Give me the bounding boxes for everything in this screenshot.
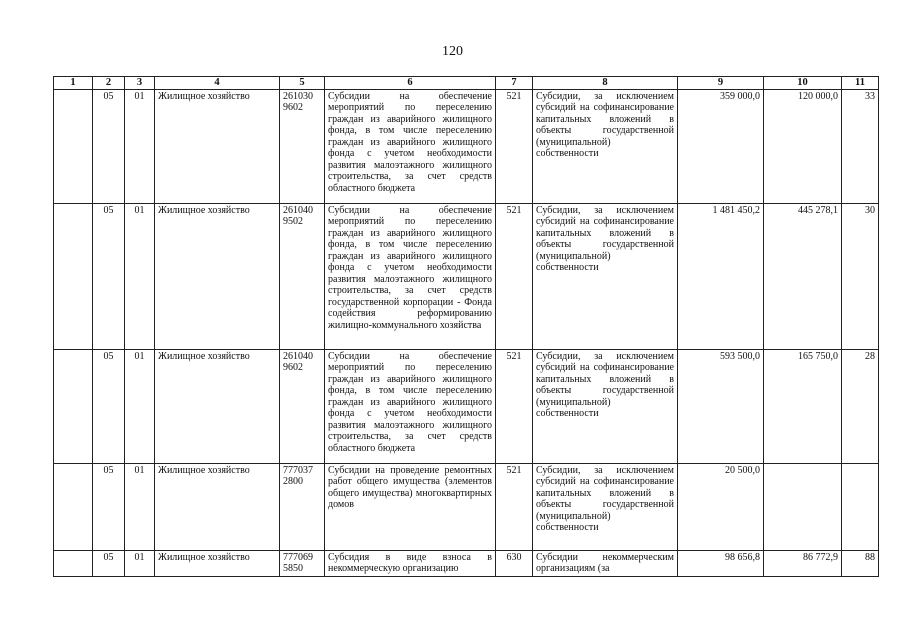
section-code: 05 xyxy=(93,203,125,349)
page-number: 120 xyxy=(442,44,463,59)
subsection-code: 01 xyxy=(125,550,155,576)
table-row xyxy=(54,349,879,463)
target-code-part-2: 9502 xyxy=(283,216,303,227)
amount-col-9: 20 500,0 xyxy=(678,463,764,550)
header-col-5: 5 xyxy=(280,77,325,90)
header-col-8: 8 xyxy=(533,77,678,90)
section-name: Жилищное хозяйство xyxy=(155,463,280,550)
expense-type-description: Субсидии, за исключением субсидий на софинансирование капитальных вложений в объекты государственной (муниципальной) собственности xyxy=(533,89,678,203)
section-name: Жилищное хозяйство xyxy=(155,203,280,349)
target-description: Субсидии на обеспечение мероприятий по переселению граждан из аварийного жилищного фонда, в том числе переселению граждан из аварийного жилищного фонда с учетом необходимости развития малоэтажного жилищного строительства, за счет средств областного бюджета xyxy=(325,349,496,463)
target-code-part-1: 261030 xyxy=(283,90,313,102)
target-description: Субсидии на обеспечение мероприятий по переселению граждан из аварийного жилищного фонда, в том числе переселению граждан из аварийного жилищного фонда с учетом необходимости развития малоэтажного жилищного строительства, за счет средств областного бюджета xyxy=(325,89,496,203)
target-code xyxy=(280,463,325,550)
expense-type-code: 521 xyxy=(496,349,533,463)
budget-table xyxy=(53,76,879,577)
amount-col-9: 98 656,8 xyxy=(678,550,764,576)
header-col-3: 3 xyxy=(125,77,155,90)
target-description: Субсидия в виде взноса в некоммерческую организацию xyxy=(325,550,496,576)
amount-col-10: 445 278,1 xyxy=(764,203,842,349)
cell-col-1 xyxy=(54,203,93,349)
expense-type-description: Субсидии, за исключением субсидий на софинансирование капитальных вложений в объекты государственной (муниципальной) собственности xyxy=(533,203,678,349)
amount-col-10: 120 000,0 xyxy=(764,89,842,203)
header-col-2: 2 xyxy=(93,77,125,90)
expense-type-code: 521 xyxy=(496,89,533,203)
section-name: Жилищное хозяйство xyxy=(155,550,280,576)
percent-col-11: 33 xyxy=(842,89,879,203)
subsection-code: 01 xyxy=(125,89,155,203)
table-row xyxy=(54,463,879,550)
percent-col-11 xyxy=(842,463,879,550)
target-code xyxy=(280,89,325,203)
expense-type-code: 521 xyxy=(496,203,533,349)
target-code-part-2: 5850 xyxy=(283,563,303,574)
cell-col-1 xyxy=(54,550,93,576)
header-col-10: 10 xyxy=(764,77,842,90)
cell-col-1 xyxy=(54,89,93,203)
target-code-part-1: 261040 xyxy=(283,204,313,216)
expense-type-code: 521 xyxy=(496,463,533,550)
section-code: 05 xyxy=(93,550,125,576)
amount-col-9: 359 000,0 xyxy=(678,89,764,203)
expense-type-code: 630 xyxy=(496,550,533,576)
header-col-7: 7 xyxy=(496,77,533,90)
table-row xyxy=(54,89,879,203)
cell-col-1 xyxy=(54,463,93,550)
amount-col-10 xyxy=(764,463,842,550)
target-code-part-2: 2800 xyxy=(283,476,303,487)
target-code xyxy=(280,203,325,349)
section-code: 05 xyxy=(93,349,125,463)
table-row xyxy=(54,550,879,576)
target-description: Субсидии на проведение ремонтных работ общего имущества (элементов общего имущества) многоквартирных домов xyxy=(325,463,496,550)
subsection-code: 01 xyxy=(125,349,155,463)
section-name: Жилищное хозяйство xyxy=(155,89,280,203)
amount-col-10: 86 772,9 xyxy=(764,550,842,576)
header-row xyxy=(54,77,879,90)
percent-col-11: 30 xyxy=(842,203,879,349)
target-code-part-2: 9602 xyxy=(283,362,303,373)
header-col-6: 6 xyxy=(325,77,496,90)
subsection-code: 01 xyxy=(125,463,155,550)
section-code: 05 xyxy=(93,463,125,550)
header-col-4: 4 xyxy=(155,77,280,90)
percent-col-11: 28 xyxy=(842,349,879,463)
target-code-part-1: 261040 xyxy=(283,350,313,362)
header-col-1: 1 xyxy=(54,77,93,90)
header-col-9: 9 xyxy=(678,77,764,90)
section-name: Жилищное хозяйство xyxy=(155,349,280,463)
amount-col-9: 593 500,0 xyxy=(678,349,764,463)
target-code xyxy=(280,550,325,576)
target-description: Субсидии на обеспечение мероприятий по переселению граждан из аварийного жилищного фонда, в том числе переселению граждан из аварийного жилищного фонда с учетом необходимости развития малоэтажного жилищного строительства, за счет средств государственной корпорации - Фонда содействия реформированию жилищно-коммунального хозяйства xyxy=(325,203,496,349)
header-col-11: 11 xyxy=(842,77,879,90)
amount-col-9: 1 481 450,2 xyxy=(678,203,764,349)
target-code-part-1: 777037 xyxy=(283,464,313,476)
subsection-code: 01 xyxy=(125,203,155,349)
table-row xyxy=(54,203,879,349)
expense-type-description: Субсидии, за исключением субсидий на софинансирование капитальных вложений в объекты государственной (муниципальной) собственности xyxy=(533,463,678,550)
cell-col-1 xyxy=(54,349,93,463)
target-code-part-1: 777069 xyxy=(283,551,313,563)
section-code: 05 xyxy=(93,89,125,203)
amount-col-10: 165 750,0 xyxy=(764,349,842,463)
target-code xyxy=(280,349,325,463)
target-code-part-2: 9602 xyxy=(283,102,303,113)
percent-col-11: 88 xyxy=(842,550,879,576)
expense-type-description: Субсидии некоммерческим организациям (за xyxy=(533,550,678,576)
expense-type-description: Субсидии, за исключением субсидий на софинансирование капитальных вложений в объекты государственной (муниципальной) собственности xyxy=(533,349,678,463)
